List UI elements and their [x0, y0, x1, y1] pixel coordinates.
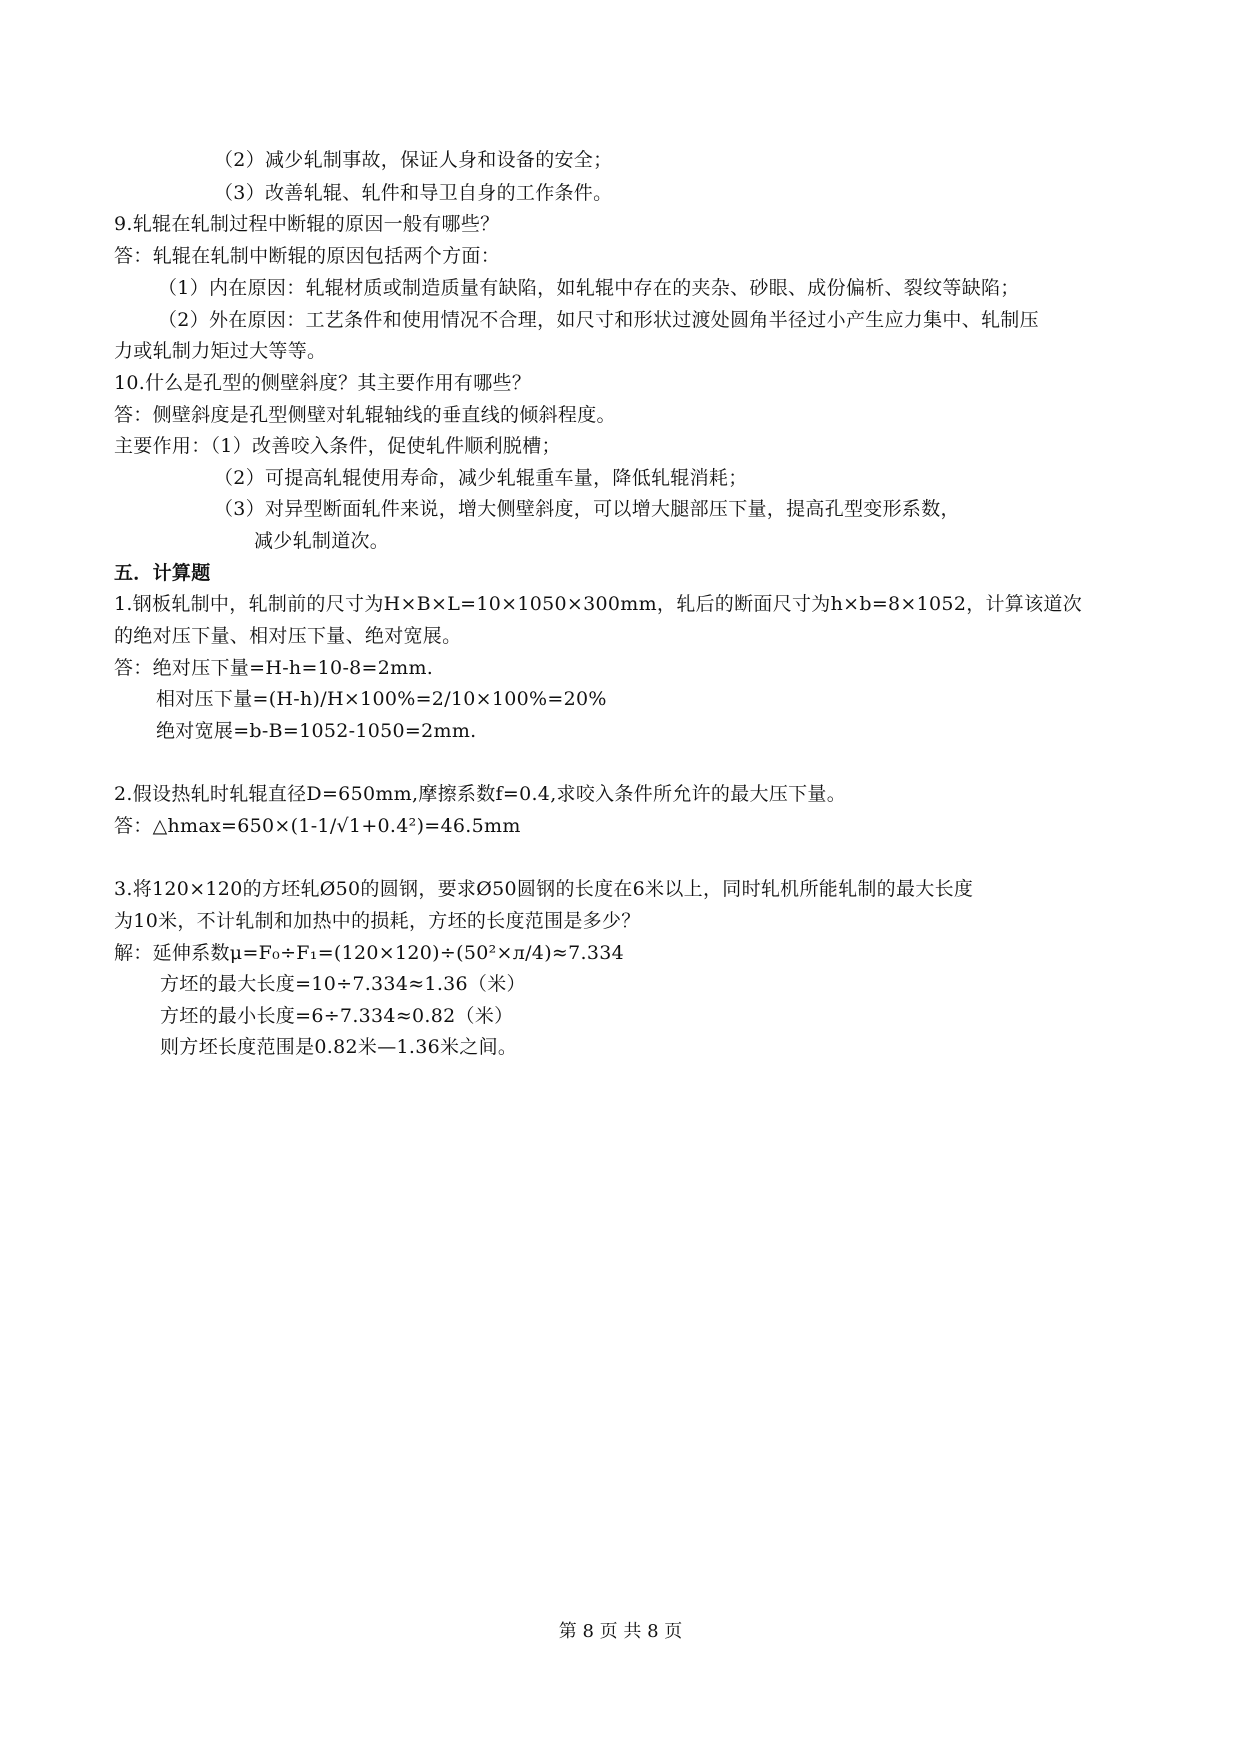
text-line: 为10米，不计轧制和加热中的损耗，方坯的长度范围是多少？ [114, 910, 641, 932]
calc-question-1: 1.钢板轧制中，轧制前的尺寸为H×B×L=10×1050×300mm，轧后的断面尺寸为h×b=8×1052，计算该道次 [114, 593, 1083, 615]
answer-9: 答：轧辊在轧制中断辊的原因包括两个方面： [114, 245, 501, 267]
text-line: 的绝对压下量、相对压下量、绝对宽展。 [114, 625, 462, 647]
answer-10: 答：侧壁斜度是孔型侧壁对轧辊轴线的垂直线的倾斜程度。 [114, 404, 616, 426]
text-line: 绝对宽展=b-B=1052-1050=2mm. [156, 720, 477, 742]
text-line: 力或轧制力矩过大等等。 [114, 340, 327, 362]
text-line: （1）内在原因：轧辊材质或制造质量有缺陷，如轧辊中存在的夹杂、砂眼、成份偏析、裂纹等缺陷； [158, 277, 1020, 299]
text-line: 则方坯长度范围是0.82米—1.36米之间。 [160, 1036, 518, 1058]
text-line: 主要作用：（1）改善咬入条件，促使轧件顺利脱槽； [114, 435, 561, 457]
question-10: 10.什么是孔型的侧壁斜度？其主要作用有哪些？ [114, 372, 532, 394]
text-line: （2）外在原因：工艺条件和使用情况不合理，如尺寸和形状过渡处圆角半径过小产生应力集中、轧制压 [158, 309, 1039, 331]
calc-question-2: 2.假设热轧时轧辊直径D=650mm,摩擦系数f=0.4,求咬入条件所允许的最大压下量。 [114, 783, 847, 805]
text-line: 相对压下量=(H-h)/H×100%=2/10×100%=20% [156, 688, 607, 710]
text-line: 方坯的最大长度=10÷7.334≈1.36（米） [160, 973, 526, 995]
text-line: （3）改善轧辊、轧件和导卫自身的工作条件。 [214, 182, 613, 204]
text-line: 减少轧制道次。 [254, 530, 390, 552]
text-line: （2）可提高轧辊使用寿命，减少轧辊重车量，降低轧辊消耗； [214, 467, 748, 489]
text-line: 方坯的最小长度=6÷7.334≈0.82（米） [160, 1005, 514, 1027]
calc-answer-1: 答：绝对压下量=H-h=10-8=2mm. [114, 657, 434, 679]
text-line: （3）对异型断面轧件来说，增大侧壁斜度，可以增大腿部压下量，提高孔型变形系数， [214, 498, 960, 520]
calc-answer-2: 答：△hmax=650×(1-1/√1+0.4²)=46.5mm [114, 815, 521, 837]
text-line: （2）减少轧制事故，保证人身和设备的安全； [214, 149, 613, 171]
calc-question-3: 3.将120×120的方坯轧Ø50的圆钢，要求Ø50圆钢的长度在6米以上，同时轧机所能轧制的最大长度 [114, 878, 974, 900]
calc-answer-3: 解：延伸系数μ=F₀÷F₁=(120×120)÷(50²×л/4)≈7.334 [114, 942, 625, 964]
question-9: 9.轧辊在轧制过程中断辊的原因一般有哪些？ [114, 213, 500, 235]
page-footer: 第 8 页 共 8 页 [558, 1621, 683, 1642]
section-heading: 五．计算题 [114, 562, 211, 584]
